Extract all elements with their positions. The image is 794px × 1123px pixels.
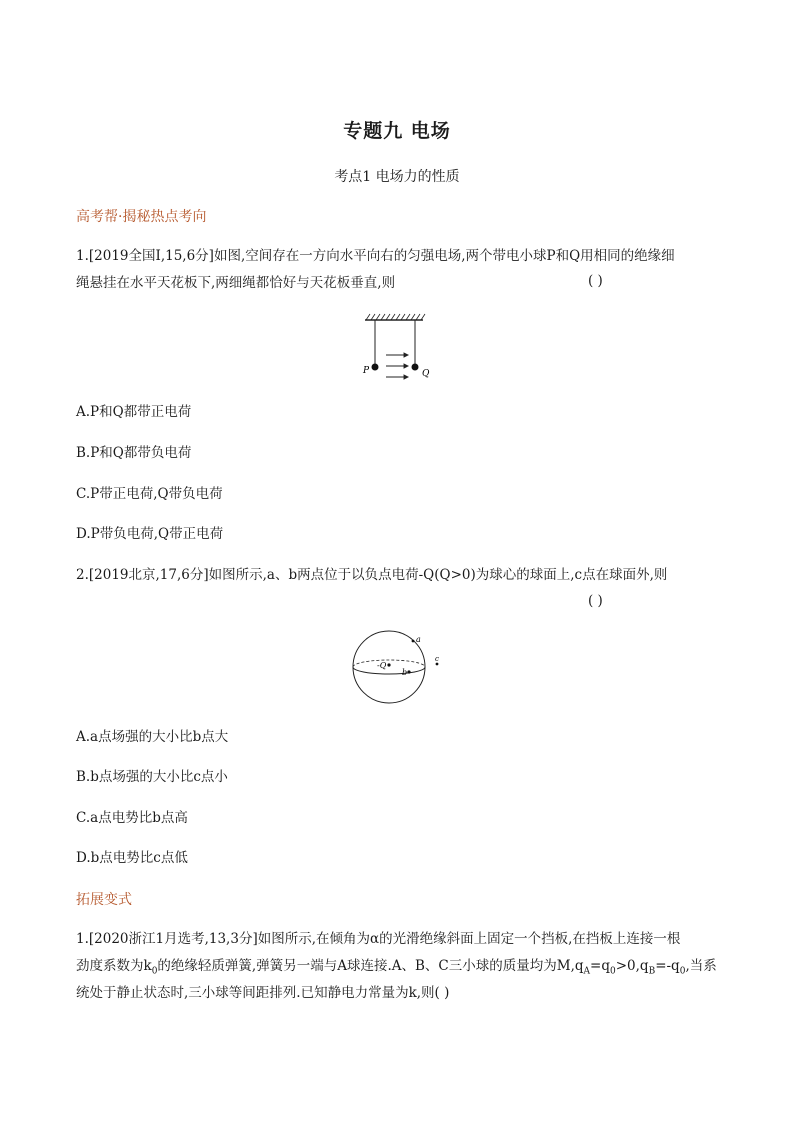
q2-stem-line1: 2.[2019北京,17,6分]如图所示,a、b两点位于以负点电荷-Q(Q>0)为球心的球面上,c点在球面外,则 — [76, 567, 668, 583]
q3-stem-line1: 1.[2020浙江1月选考,13,3分]如图所示,在倾角为α的光滑绝缘斜面上固定一个挡板,在挡板上连接一根 — [76, 931, 681, 947]
ball-q — [412, 364, 419, 371]
point-c — [436, 663, 439, 666]
q3-stem-line2: 劲度系数为$k_0$的绝缘轻质弹簧,弹簧另一端与A球连接.A、B、C三小球的质量均为$M,q_A=q_0>0,q_B=-q_0$,当系 — [76, 958, 717, 977]
section-heading-tuozhan: 拓展变式 — [76, 892, 132, 908]
ball-p — [372, 364, 379, 371]
center-charge — [387, 663, 390, 666]
q2-option-a: A.a点场强的大小比b点大 — [76, 729, 229, 745]
label-a: a — [416, 635, 421, 644]
q1-answer-paren: ( ) — [588, 273, 603, 289]
q1-stem-line1: 1.[2019全国Ⅰ,15,6分]如图,空间存在一方向水平向右的匀强电场,两个带电小球P和Q用相同的绝缘细 — [76, 248, 675, 264]
q2-option-c: C.a点电势比b点高 — [76, 810, 188, 826]
q2-option-b: B.b点场强的大小比c点小 — [76, 769, 228, 785]
label-p: P — [363, 366, 370, 376]
field-arrows — [386, 353, 408, 379]
q1-stem-line2: 绳悬挂在水平天花板下,两细绳都恰好与天花板垂直,则 — [76, 275, 396, 291]
label-q: Q — [422, 369, 430, 379]
label-b: b — [402, 668, 408, 677]
point-b — [407, 670, 410, 673]
sphere-equator-front — [353, 667, 425, 674]
q2-figure — [345, 626, 450, 708]
label-c: c — [435, 655, 439, 663]
section-heading-gaokaobang: 高考帮·揭秘热点考向 — [76, 209, 207, 225]
page-subtitle: 考点1 电场力的性质 — [334, 169, 460, 185]
q1-option-d: D.P带负电荷,Q带正电荷 — [76, 526, 224, 542]
point-a — [412, 640, 415, 643]
q2-option-d: D.b点电势比c点低 — [76, 850, 188, 866]
sphere-outline — [353, 631, 425, 703]
ceiling-hatching — [366, 314, 425, 320]
q1-option-c: C.P带正电荷,Q带负电荷 — [76, 486, 223, 502]
label-center: -Q — [377, 661, 387, 670]
q1-figure — [355, 310, 445, 385]
q2-answer-paren: ( ) — [588, 593, 603, 609]
q3-stem-line3: 统处于静止状态时,三小球等间距排列.已知静电力常量为k,则( ) — [76, 985, 450, 1001]
page-title: 专题九 电场 — [343, 120, 451, 142]
q1-option-a: A.P和Q都带正电荷 — [76, 404, 192, 420]
q1-option-b: B.P和Q都带负电荷 — [76, 445, 192, 461]
